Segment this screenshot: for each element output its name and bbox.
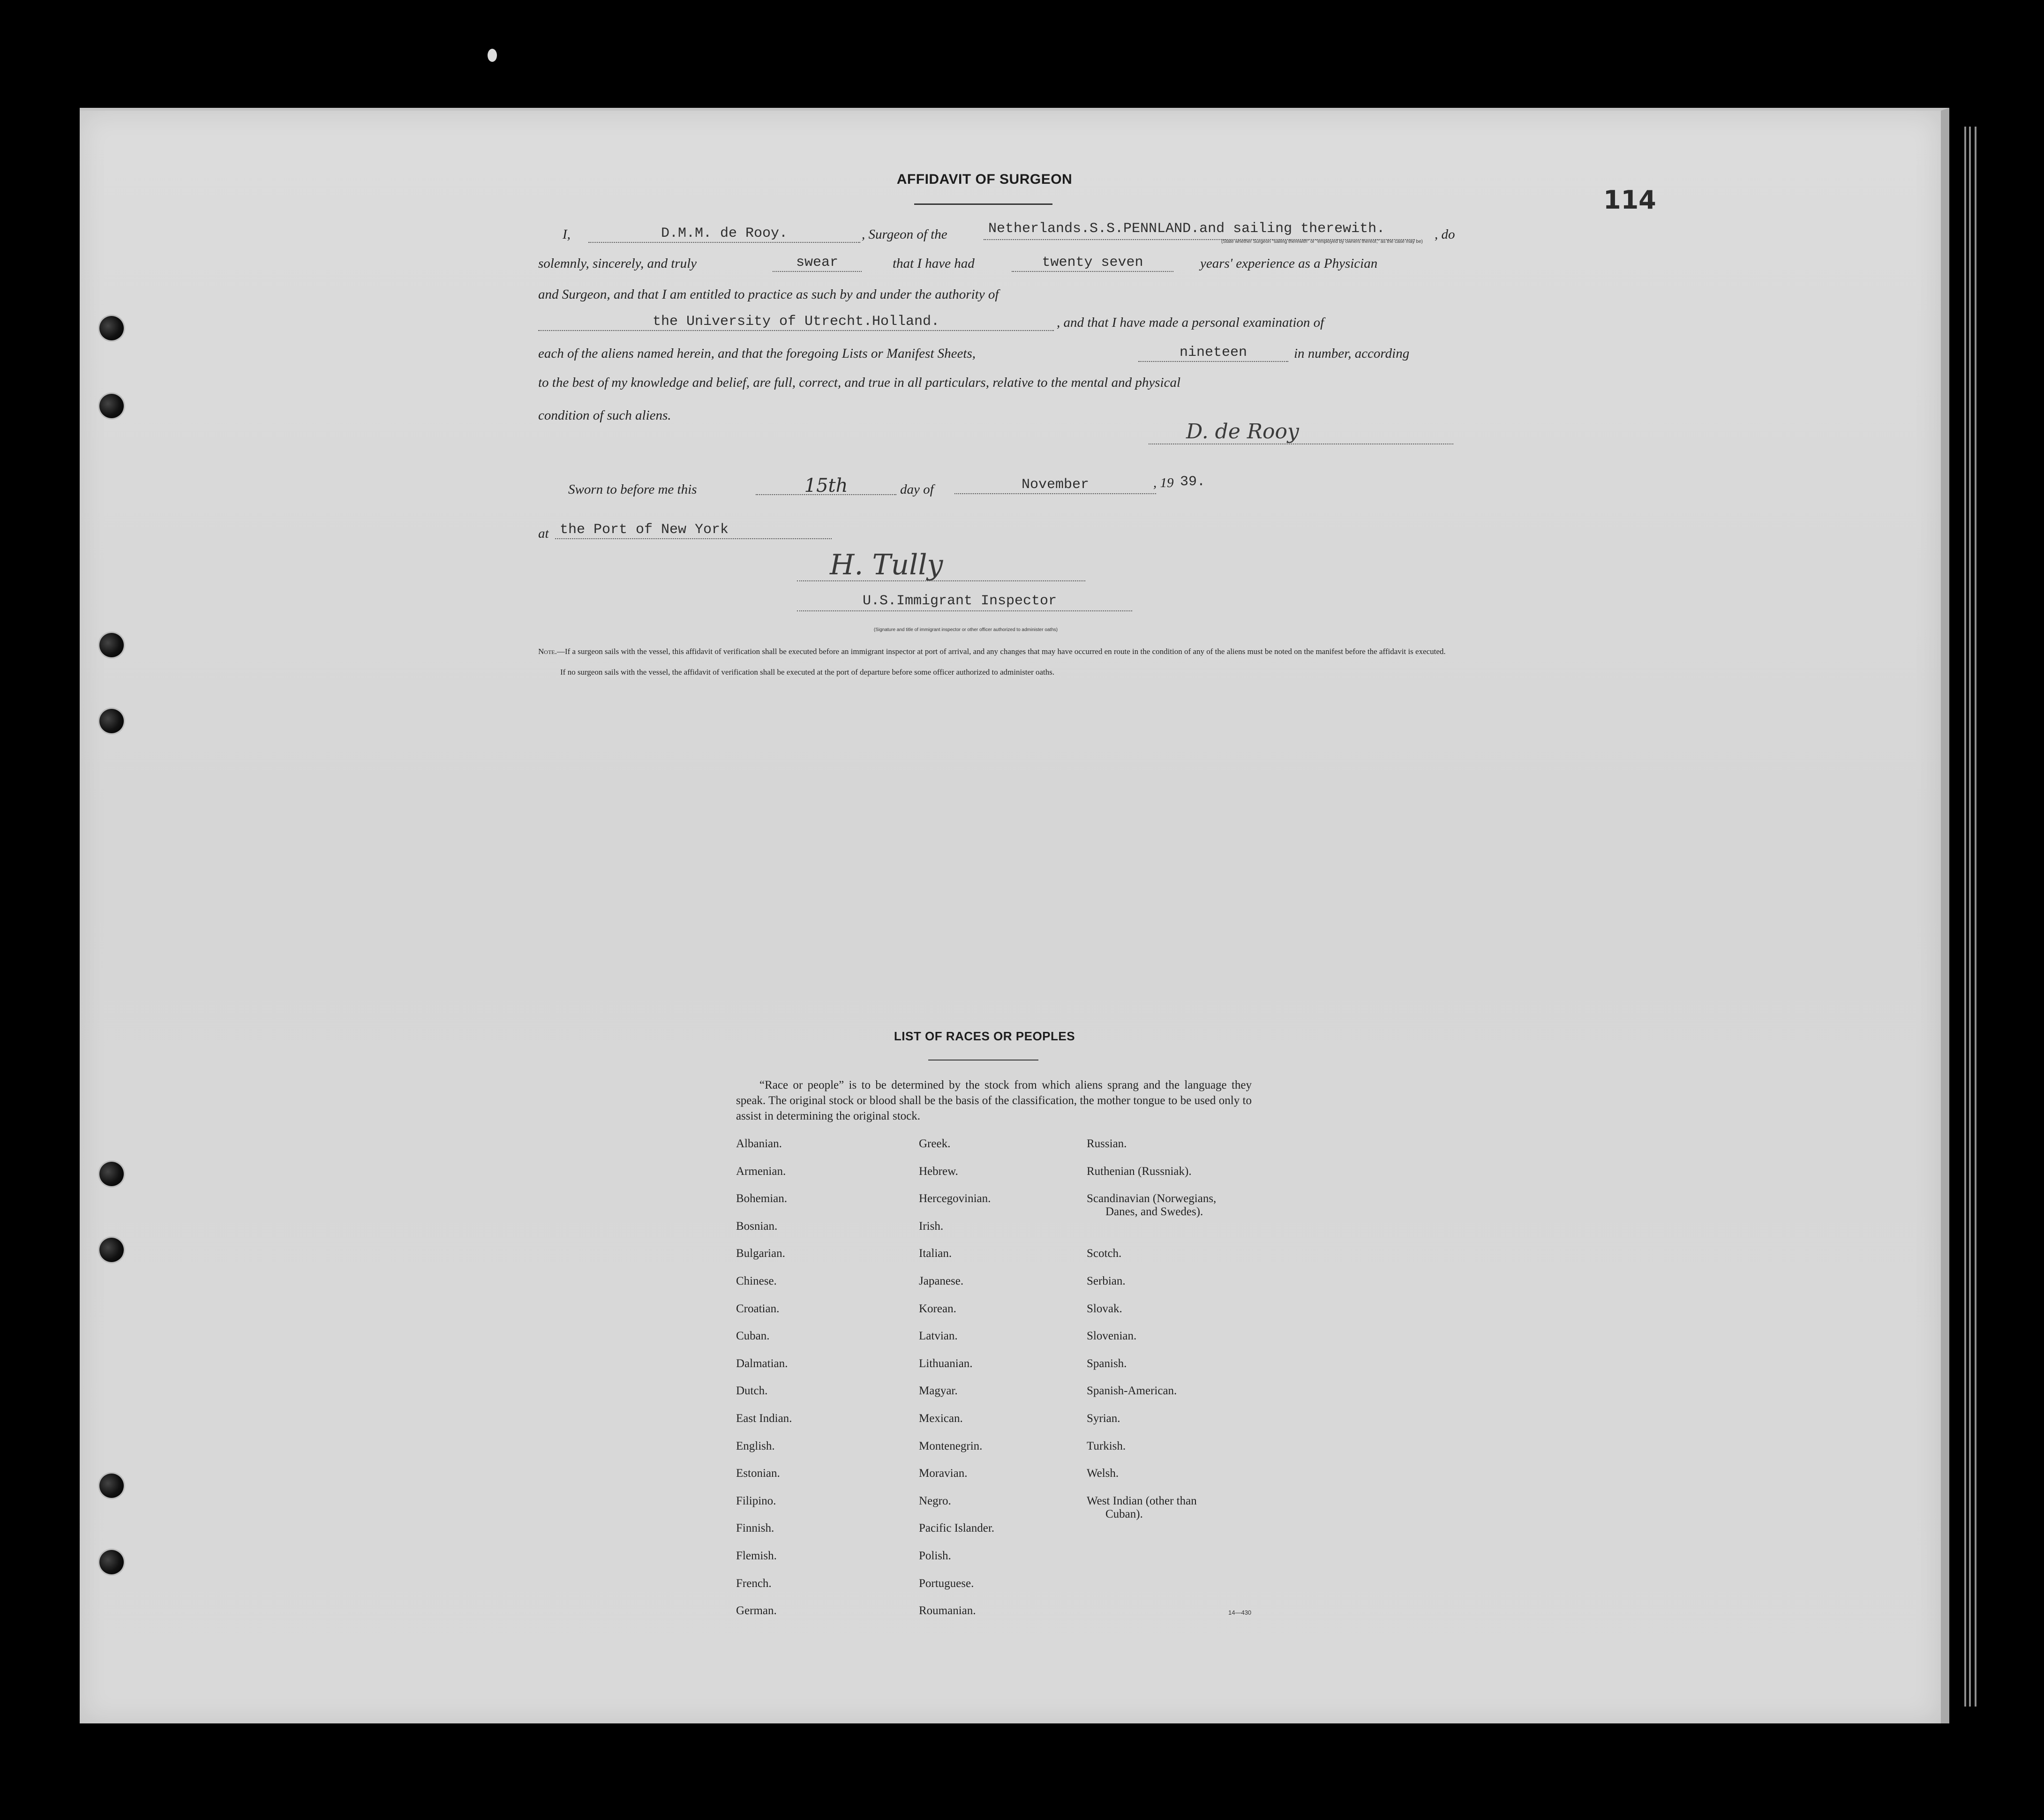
race-item: Turkish. [1087,1439,1126,1452]
sailing-hint: (State whether Surgeon "sailing therewith" or "employed by owners thereof," as the case may be) [1221,239,1423,244]
oath-field: swear [773,254,862,272]
punch-hole [99,1474,124,1498]
punch-hole [99,1550,124,1574]
surgeon-signature-line [1149,443,1453,444]
month-field: November [954,476,1156,494]
text-surgeon-of-the: , Surgeon of the [862,227,947,242]
race-item: Estonian. [736,1467,780,1480]
text-do: , do [1435,227,1455,242]
text-condition: condition of such aliens. [538,408,671,423]
text-and-surgeon: and Surgeon, and that I am entitled to practice as such by and under the authority of [538,287,999,302]
officer-caption: (Signature and title of immigrant inspector or other officer authorized to administer oaths) [873,627,1058,632]
form-number: 14—430 [1228,1609,1252,1616]
page-number: 114 [1603,185,1656,215]
race-item: Magyar. [919,1384,958,1398]
races-intro: “Race or people” is to be determined by the stock from which aliens sprang and the language they speak. The original stock or blood shall be the basis of the classification, the mother tongue to be used only to assist in determining the original stock. [736,1079,1252,1122]
day-field: 15th [756,477,896,495]
race-item: Scandinavian (Norwegians, [1087,1192,1217,1205]
race-item: Slovak. [1087,1302,1122,1315]
race-item: Hercegovinian. [919,1192,991,1205]
sheets-field: nineteen [1138,344,1288,362]
race-item: Albanian. [736,1137,782,1150]
race-item: Bulgarian. [736,1247,785,1260]
text-to-the-best: to the best of my knowledge and belief, are full, correct, and true in all particulars, relative to the mental and physical [538,375,1181,390]
race-item: Hebrew. [919,1165,958,1178]
year-field: 39. [1180,474,1206,490]
page-edge [1964,127,1966,1707]
text-solemnly: solemnly, sincerely, and truly [538,256,697,271]
document-page [80,108,1949,1723]
race-item: Cuban). [1105,1507,1143,1520]
race-item: Pacific Islander. [919,1522,995,1535]
surgeon-name-field: D.M.M. de Rooy. [588,225,860,243]
officer-title-line [797,609,1132,611]
note-1 [538,647,1450,656]
race-item: Spanish. [1087,1357,1127,1370]
text-personal-examination: , and that I have made a personal examination of [1057,315,1324,330]
race-item: Finnish. [736,1522,774,1535]
authority-field: the University of Utrecht.Holland. [538,313,1054,331]
vessel-field: Netherlands.S.S.PENNLAND.and sailing therewith. [988,221,1385,237]
note-1-text: —If a surgeon sails with the vessel, this affidavit of verification shall be executed before an immigrant inspector at port of arrival, and any changes that may have occurred en route in the condition of any of the aliens must be noted on the manifest before the affidavit is executed. [556,647,1446,656]
officer-signature-line [797,579,1085,581]
surgeon-signature: D. de Rooy [1186,420,1299,444]
years-field: twenty seven [1012,254,1173,272]
race-item: French. [736,1577,772,1590]
race-item: Welsh. [1087,1467,1119,1480]
punch-hole [99,709,124,733]
race-item: Portuguese. [919,1577,974,1590]
note-2: If no surgeon sails with the vessel, the affidavit of verification shall be executed at the port of departure before some officer authorized to administer oaths. [560,668,1055,677]
text-at: at [538,526,549,541]
officer-signature: H. Tully [830,549,943,581]
page-edge [1975,127,1976,1707]
text-sworn: Sworn to before me this [568,482,697,497]
punch-hole [99,1238,124,1262]
race-item: German. [736,1604,777,1617]
text-year-prefix: , 19 [1153,475,1174,490]
speck [488,49,497,62]
race-item: Syrian. [1087,1412,1120,1425]
affidavit-title: AFFIDAVIT OF SURGEON [896,172,1073,187]
race-item: Serbian. [1087,1275,1126,1287]
punch-hole [99,1162,124,1186]
race-item: Ruthenian (Russniak). [1087,1165,1192,1178]
race-item: Bosnian. [736,1219,778,1233]
race-item: Scotch. [1087,1247,1122,1260]
punch-hole [99,316,124,340]
page-edge [1969,127,1971,1707]
race-item: Latvian. [919,1330,958,1343]
race-item: Montenegrin. [919,1439,983,1452]
text-day-of: day of [900,482,934,497]
punch-hole [99,633,124,657]
race-item: English. [736,1439,775,1452]
race-item: Roumanian. [919,1604,976,1617]
race-item: Danes, and Swedes). [1105,1205,1203,1218]
race-item: Italian. [919,1247,952,1260]
race-item: Chinese. [736,1275,777,1287]
title-rule [914,203,1052,205]
text-in-number: in number, according [1294,346,1410,361]
note-label: Note. [538,647,557,656]
race-item: Negro. [919,1494,951,1507]
races-title: LIST OF RACES OR PEOPLES [894,1029,1075,1043]
text-i: I, [563,227,571,242]
punch-hole [99,394,124,418]
race-item: Moravian. [919,1467,968,1480]
race-item: Spanish-American. [1087,1384,1177,1398]
race-item: Croatian. [736,1302,780,1315]
text-that-i-have-had: that I have had [893,256,975,271]
place-field: the Port of New York [555,521,832,539]
race-item: Armenian. [736,1165,786,1178]
race-item: Korean. [919,1302,956,1315]
race-item: Greek. [919,1137,951,1150]
race-item: Lithuanian. [919,1357,973,1370]
race-item: Dalmatian. [736,1357,788,1370]
race-item: Filipino. [736,1494,776,1507]
race-item: West Indian (other than [1087,1494,1197,1507]
race-item: East Indian. [736,1412,792,1425]
race-item: Dutch. [736,1384,768,1398]
race-item: Mexican. [919,1412,963,1425]
race-item: Russian. [1087,1137,1127,1150]
text-years-experience: years' experience as a Physician [1200,256,1378,271]
race-item: Irish. [919,1219,944,1233]
officer-title-field: U.S.Immigrant Inspector [863,593,1057,609]
race-item: Japanese. [919,1275,964,1287]
race-item: Cuban. [736,1330,770,1343]
text-each-of-the-aliens: each of the aliens named herein, and that the foregoing Lists or Manifest Sheets, [538,346,976,361]
race-item: Bohemian. [736,1192,788,1205]
race-item: Polish. [919,1549,951,1562]
race-item: Flemish. [736,1549,777,1562]
race-item: Slovenian. [1087,1330,1137,1343]
